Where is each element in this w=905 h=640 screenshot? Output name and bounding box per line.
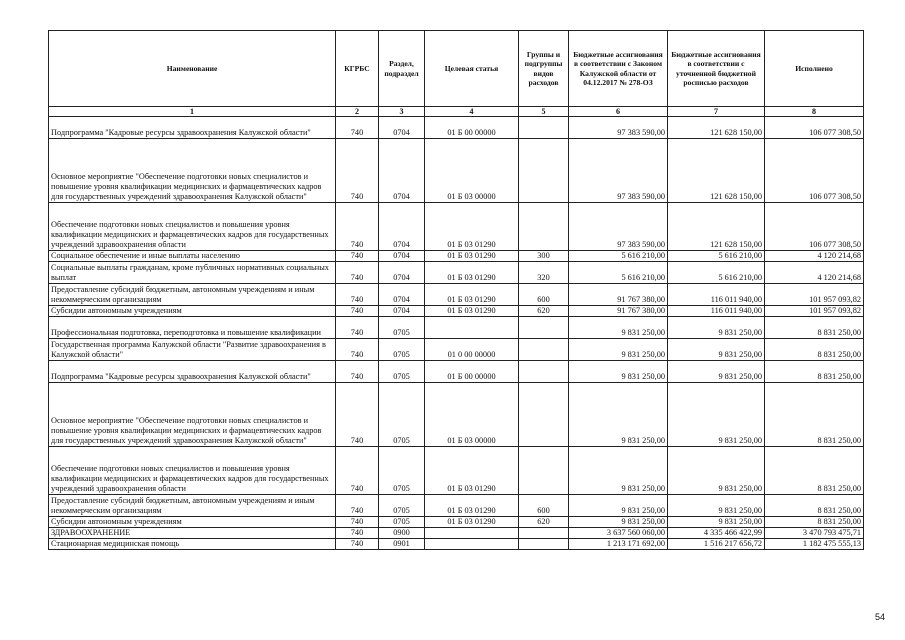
row-revised-allocation: 5 616 210,00 — [668, 262, 765, 284]
row-executed: 1 182 475 555,13 — [765, 539, 864, 550]
row-expense-group — [519, 339, 569, 361]
row-law-allocation: 97 383 590,00 — [569, 117, 668, 139]
row-name: Субсидии автономным учреждениям — [49, 517, 336, 528]
row-target-article — [425, 539, 519, 550]
row-section: 0704 — [379, 306, 425, 317]
row-executed: 8 831 250,00 — [765, 383, 864, 447]
row-name: Основное мероприятие "Обеспечение подготовки новых специалистов и повышение уровня квалификации медицинских и фармацевтических кадров для государственных учреждений здравоохранения Калужской области" — [49, 139, 336, 203]
row-target-article: 01 Б 03 01290 — [425, 447, 519, 495]
column-number: 3 — [379, 107, 425, 117]
row-kgrbs: 740 — [336, 203, 379, 251]
row-name: ЗДРАВООХРАНЕНИЕ — [49, 528, 336, 539]
row-section: 0705 — [379, 383, 425, 447]
row-name: Обеспечение подготовки новых специалистов и повышения уровня квалификации медицинских и фармацевтических кадров для государственных учреждений здравоохранения области — [49, 203, 336, 251]
row-name: Основное мероприятие "Обеспечение подготовки новых специалистов и повышение уровня квалификации медицинских и фармацевтических кадров для государственных учреждений здравоохранения Калужской области" — [49, 383, 336, 447]
table-row — [49, 262, 864, 284]
row-section: 0705 — [379, 317, 425, 339]
table-row — [49, 284, 864, 306]
row-law-allocation: 97 383 590,00 — [569, 139, 668, 203]
row-section: 0705 — [379, 517, 425, 528]
row-expense-group: 300 — [519, 251, 569, 262]
row-kgrbs: 740 — [336, 117, 379, 139]
row-law-allocation: 9 831 250,00 — [569, 495, 668, 517]
row-law-allocation: 91 767 380,00 — [569, 306, 668, 317]
row-kgrbs: 740 — [336, 495, 379, 517]
header-law-allocations: Бюджетные ассигнования в соответствии с Законом Калужской области от 04.12.2017 № 278-ОЗ — [569, 31, 668, 107]
row-target-article: 01 Б 03 01290 — [425, 495, 519, 517]
page-number: 54 — [874, 612, 885, 622]
row-section: 0900 — [379, 528, 425, 539]
row-name: Предоставление субсидий бюджетным, автономным учреждениям и иным некоммерческим организациям — [49, 284, 336, 306]
row-executed: 106 077 308,50 — [765, 117, 864, 139]
table-row — [49, 539, 864, 550]
row-revised-allocation: 121 628 150,00 — [668, 117, 765, 139]
row-name: Подпрограмма "Кадровые ресурсы здравоохранения Калужской области" — [49, 117, 336, 139]
row-executed: 4 120 214,68 — [765, 262, 864, 284]
row-name: Социальные выплаты гражданам, кроме публичных нормативных социальных выплат — [49, 262, 336, 284]
row-law-allocation: 9 831 250,00 — [569, 447, 668, 495]
row-section: 0705 — [379, 339, 425, 361]
column-number: 8 — [765, 107, 864, 117]
row-kgrbs: 740 — [336, 284, 379, 306]
header-executed: Исполнено — [765, 31, 864, 107]
table-body — [49, 117, 864, 550]
header-kgrbs: КГРБС — [336, 31, 379, 107]
row-revised-allocation: 9 831 250,00 — [668, 339, 765, 361]
row-revised-allocation: 5 616 210,00 — [668, 251, 765, 262]
row-kgrbs: 740 — [336, 447, 379, 495]
row-target-article: 01 Б 03 01290 — [425, 203, 519, 251]
row-executed: 8 831 250,00 — [765, 361, 864, 383]
row-law-allocation: 9 831 250,00 — [569, 383, 668, 447]
table-row — [49, 517, 864, 528]
row-expense-group: 620 — [519, 306, 569, 317]
row-kgrbs: 740 — [336, 139, 379, 203]
column-number: 2 — [336, 107, 379, 117]
row-expense-group — [519, 528, 569, 539]
row-law-allocation: 5 616 210,00 — [569, 262, 668, 284]
row-executed: 106 077 308,50 — [765, 139, 864, 203]
table-row — [49, 251, 864, 262]
column-number: 4 — [425, 107, 519, 117]
row-executed: 8 831 250,00 — [765, 495, 864, 517]
row-name: Социальное обеспечение и иные выплаты населению — [49, 251, 336, 262]
row-name: Государственная программа Калужской области "Развитие здравоохранения в Калужской области" — [49, 339, 336, 361]
table-row — [49, 528, 864, 539]
row-section: 0704 — [379, 262, 425, 284]
row-law-allocation: 9 831 250,00 — [569, 361, 668, 383]
row-revised-allocation: 9 831 250,00 — [668, 317, 765, 339]
row-kgrbs: 740 — [336, 383, 379, 447]
row-executed: 4 120 214,68 — [765, 251, 864, 262]
row-kgrbs: 740 — [336, 306, 379, 317]
table-row — [49, 117, 864, 139]
column-number: 1 — [49, 107, 336, 117]
row-executed: 8 831 250,00 — [765, 339, 864, 361]
header-row — [49, 31, 864, 107]
row-name: Профессиональная подготовка, переподготовка и повышение квалификации — [49, 317, 336, 339]
row-executed: 8 831 250,00 — [765, 517, 864, 528]
row-revised-allocation: 9 831 250,00 — [668, 361, 765, 383]
table-row — [49, 203, 864, 251]
row-revised-allocation: 121 628 150,00 — [668, 203, 765, 251]
row-kgrbs: 740 — [336, 517, 379, 528]
row-target-article: 01 Б 03 00000 — [425, 383, 519, 447]
row-name: Субсидии автономным учреждениям — [49, 306, 336, 317]
row-executed: 8 831 250,00 — [765, 447, 864, 495]
table-row — [49, 447, 864, 495]
row-target-article: 01 Б 03 01290 — [425, 262, 519, 284]
row-revised-allocation: 116 011 940,00 — [668, 284, 765, 306]
row-target-article: 01 Б 03 01290 — [425, 284, 519, 306]
row-section: 0704 — [379, 203, 425, 251]
row-name: Подпрограмма "Кадровые ресурсы здравоохранения Калужской области" — [49, 361, 336, 383]
column-number-row — [49, 107, 864, 117]
row-kgrbs: 740 — [336, 361, 379, 383]
row-name: Обеспечение подготовки новых специалистов и повышения уровня квалификации медицинских и фармацевтических кадров для государственных учреждений здравоохранения области — [49, 447, 336, 495]
row-section: 0704 — [379, 284, 425, 306]
row-section: 0705 — [379, 361, 425, 383]
row-law-allocation: 3 637 560 060,00 — [569, 528, 668, 539]
row-target-article: 01 0 00 00000 — [425, 339, 519, 361]
row-expense-group: 620 — [519, 517, 569, 528]
header-expense-groups: Группы и подгруппы видов расходов — [519, 31, 569, 107]
row-target-article — [425, 528, 519, 539]
row-expense-group — [519, 447, 569, 495]
row-target-article: 01 Б 03 01290 — [425, 306, 519, 317]
row-kgrbs: 740 — [336, 262, 379, 284]
row-executed: 106 077 308,50 — [765, 203, 864, 251]
row-kgrbs: 740 — [336, 539, 379, 550]
row-target-article: 01 Б 03 01290 — [425, 251, 519, 262]
table-row — [49, 306, 864, 317]
row-revised-allocation: 9 831 250,00 — [668, 383, 765, 447]
table-row — [49, 339, 864, 361]
table-row — [49, 317, 864, 339]
row-expense-group: 320 — [519, 262, 569, 284]
row-revised-allocation: 4 335 466 422,99 — [668, 528, 765, 539]
row-expense-group — [519, 317, 569, 339]
row-executed: 3 470 793 475,71 — [765, 528, 864, 539]
table-row — [49, 495, 864, 517]
header-name: Наименование — [49, 31, 336, 107]
row-expense-group — [519, 117, 569, 139]
column-number: 7 — [668, 107, 765, 117]
header-revised-allocations: Бюджетные ассигнования в соответствии с уточненной бюджетной росписью расходов — [668, 31, 765, 107]
row-section: 0704 — [379, 117, 425, 139]
table-row — [49, 139, 864, 203]
row-section: 0705 — [379, 447, 425, 495]
row-law-allocation: 9 831 250,00 — [569, 517, 668, 528]
row-target-article: 01 Б 00 00000 — [425, 117, 519, 139]
row-law-allocation: 1 213 171 692,00 — [569, 539, 668, 550]
header-section: Раздел, подраздел — [379, 31, 425, 107]
row-revised-allocation: 116 011 940,00 — [668, 306, 765, 317]
row-law-allocation: 5 616 210,00 — [569, 251, 668, 262]
row-kgrbs: 740 — [336, 251, 379, 262]
row-revised-allocation: 9 831 250,00 — [668, 495, 765, 517]
row-executed: 8 831 250,00 — [765, 317, 864, 339]
row-kgrbs: 740 — [336, 528, 379, 539]
row-section: 0704 — [379, 251, 425, 262]
row-expense-group — [519, 361, 569, 383]
row-expense-group: 600 — [519, 495, 569, 517]
row-expense-group: 600 — [519, 284, 569, 306]
row-revised-allocation: 1 516 217 656,72 — [668, 539, 765, 550]
table-row — [49, 383, 864, 447]
row-target-article: 01 Б 03 00000 — [425, 139, 519, 203]
row-expense-group — [519, 203, 569, 251]
row-section: 0901 — [379, 539, 425, 550]
row-law-allocation: 91 767 380,00 — [569, 284, 668, 306]
row-target-article: 01 Б 00 00000 — [425, 361, 519, 383]
row-law-allocation: 9 831 250,00 — [569, 339, 668, 361]
table-row — [49, 361, 864, 383]
row-law-allocation: 9 831 250,00 — [569, 317, 668, 339]
budget-execution-table — [48, 30, 864, 550]
header-target: Целевая статья — [425, 31, 519, 107]
row-section: 0704 — [379, 139, 425, 203]
column-number: 6 — [569, 107, 668, 117]
row-executed: 101 957 093,82 — [765, 306, 864, 317]
column-number: 5 — [519, 107, 569, 117]
row-revised-allocation: 121 628 150,00 — [668, 139, 765, 203]
row-section: 0705 — [379, 495, 425, 517]
row-revised-allocation: 9 831 250,00 — [668, 447, 765, 495]
row-expense-group — [519, 539, 569, 550]
row-expense-group — [519, 383, 569, 447]
row-kgrbs: 740 — [336, 317, 379, 339]
row-name: Предоставление субсидий бюджетным, автономным учреждениям и иным некоммерческим организациям — [49, 495, 336, 517]
row-law-allocation: 97 383 590,00 — [569, 203, 668, 251]
row-target-article — [425, 317, 519, 339]
row-kgrbs: 740 — [336, 339, 379, 361]
row-name: Стационарная медицинская помощь — [49, 539, 336, 550]
row-expense-group — [519, 139, 569, 203]
row-target-article: 01 Б 03 01290 — [425, 517, 519, 528]
row-executed: 101 957 093,82 — [765, 284, 864, 306]
row-revised-allocation: 9 831 250,00 — [668, 517, 765, 528]
